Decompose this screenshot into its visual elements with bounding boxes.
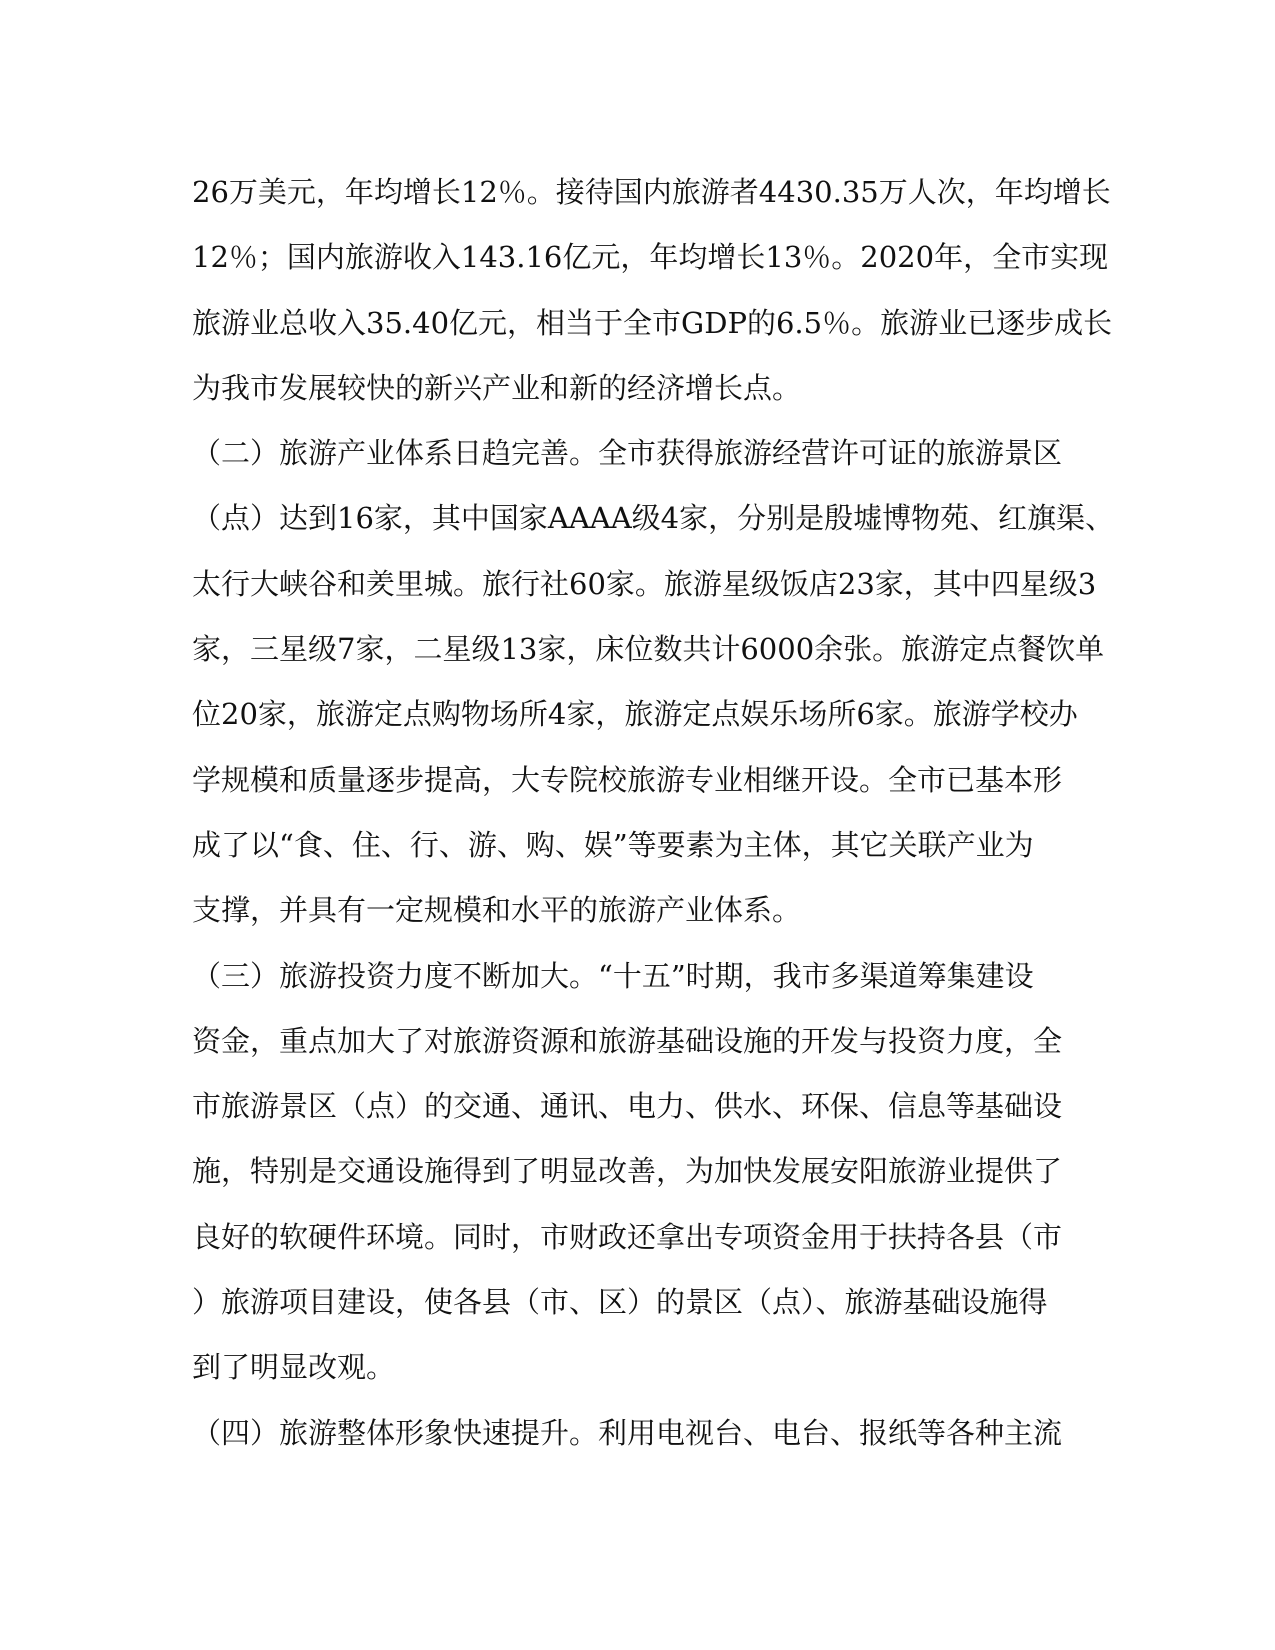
text-line: 成了以“食、住、行、游、购、娱”等要素为主体，其它关联产业为: [192, 827, 1034, 862]
text-line: 市旅游景区（点）的交通、通讯、电力、供水、环保、信息等基础设: [192, 1089, 1063, 1124]
text-line: 资金，重点加大了对旅游资源和旅游基础设施的开发与投资力度，全: [192, 1023, 1063, 1058]
text-line: 为我市发展较快的新兴产业和新的经济增长点。: [192, 370, 802, 405]
text-line: 位20家，旅游定点购物场所4家，旅游定点娱乐场所6家。旅游学校办: [192, 697, 1078, 732]
text-line: 支撑，并具有一定规模和水平的旅游产业体系。: [192, 893, 802, 928]
text-line: （四）旅游整体形象快速提升。利用电视台、电台、报纸等各种主流: [192, 1415, 1063, 1450]
text-line: 家，三星级7家，二星级13家，床位数共计6000余张。旅游定点餐饮单: [192, 632, 1105, 667]
text-line: 太行大峡谷和羑里城。旅行社60家。旅游星级饭店23家，其中四星级3: [192, 566, 1097, 601]
text-line: 施，特别是交通设施得到了明显改善，为加快发展安阳旅游业提供了: [192, 1154, 1063, 1189]
text-line: 12％；国内旅游收入143.16亿元，年均增长13％。2020年，全市实现: [192, 240, 1109, 275]
text-line: ）旅游项目建设，使各县（市、区）的景区（点）、旅游基础设施得: [192, 1285, 1048, 1320]
text-line: （点）达到16家，其中国家AAAA级4家，分别是殷墟博物苑、红旗渠、: [192, 501, 1115, 536]
body-text: [192, 160, 1115, 1466]
text-line: 到了明显改观。: [192, 1350, 396, 1385]
text-line: 学规模和质量逐步提高，大专院校旅游专业相继开设。全市已基本形: [192, 762, 1063, 797]
text-line: （二）旅游产业体系日趋完善。全市获得旅游经营许可证的旅游景区: [192, 436, 1063, 471]
text-line: 旅游业总收入35.40亿元，相当于全市GDP的6.5％。旅游业已逐步成长: [192, 305, 1113, 340]
text-line: 良好的软硬件环境。同时，市财政还拿出专项资金用于扶持各县（市: [192, 1219, 1063, 1254]
text-line: 26万美元，年均增长12％。接待国内旅游者4430.35万人次，年均增长: [192, 175, 1111, 209]
text-line: （三）旅游投资力度不断加大。“十五”时期，我市多渠道筹集建设: [192, 958, 1034, 993]
